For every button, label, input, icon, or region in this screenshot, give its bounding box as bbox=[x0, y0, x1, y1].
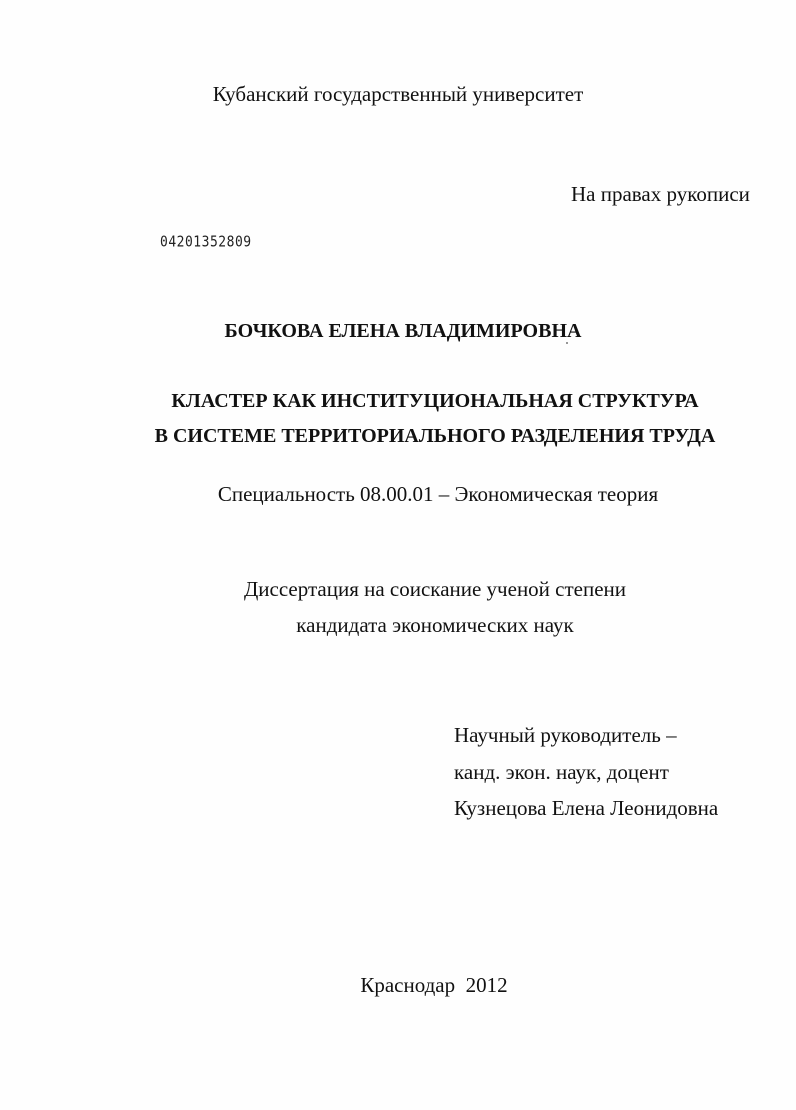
scan-speck bbox=[566, 342, 568, 344]
place-and-year: Краснодар 2012 bbox=[360, 973, 508, 997]
manuscript-rights-note: На правах рукописи bbox=[571, 182, 750, 206]
registration-number-stamp: 04201352809 bbox=[160, 234, 252, 252]
dissertation-degree-line-2: кандидата экономических наук bbox=[296, 613, 574, 637]
author-name: БОЧКОВА ЕЛЕНА ВЛАДИМИРОВНА bbox=[224, 320, 582, 342]
supervisor-degree: канд. экон. наук, доцент bbox=[454, 760, 669, 784]
university-name: Кубанский государственный университет bbox=[212, 82, 584, 106]
dissertation-title-line-1: КЛАСТЕР КАК ИНСТИТУЦИОНАЛЬНАЯ СТРУКТУРА bbox=[171, 390, 699, 412]
dissertation-title-line-2: В СИСТЕМЕ ТЕРРИТОРИАЛЬНОГО РАЗДЕЛЕНИЯ ТРУДА bbox=[154, 425, 716, 447]
specialty: Специальность 08.00.01 – Экономическая теория bbox=[217, 482, 659, 506]
supervisor-label: Научный руководитель – bbox=[454, 723, 677, 747]
supervisor-name: Кузнецова Елена Леонидовна bbox=[454, 796, 719, 820]
dissertation-degree-line-1: Диссертация на соискание ученой степени bbox=[243, 577, 627, 601]
